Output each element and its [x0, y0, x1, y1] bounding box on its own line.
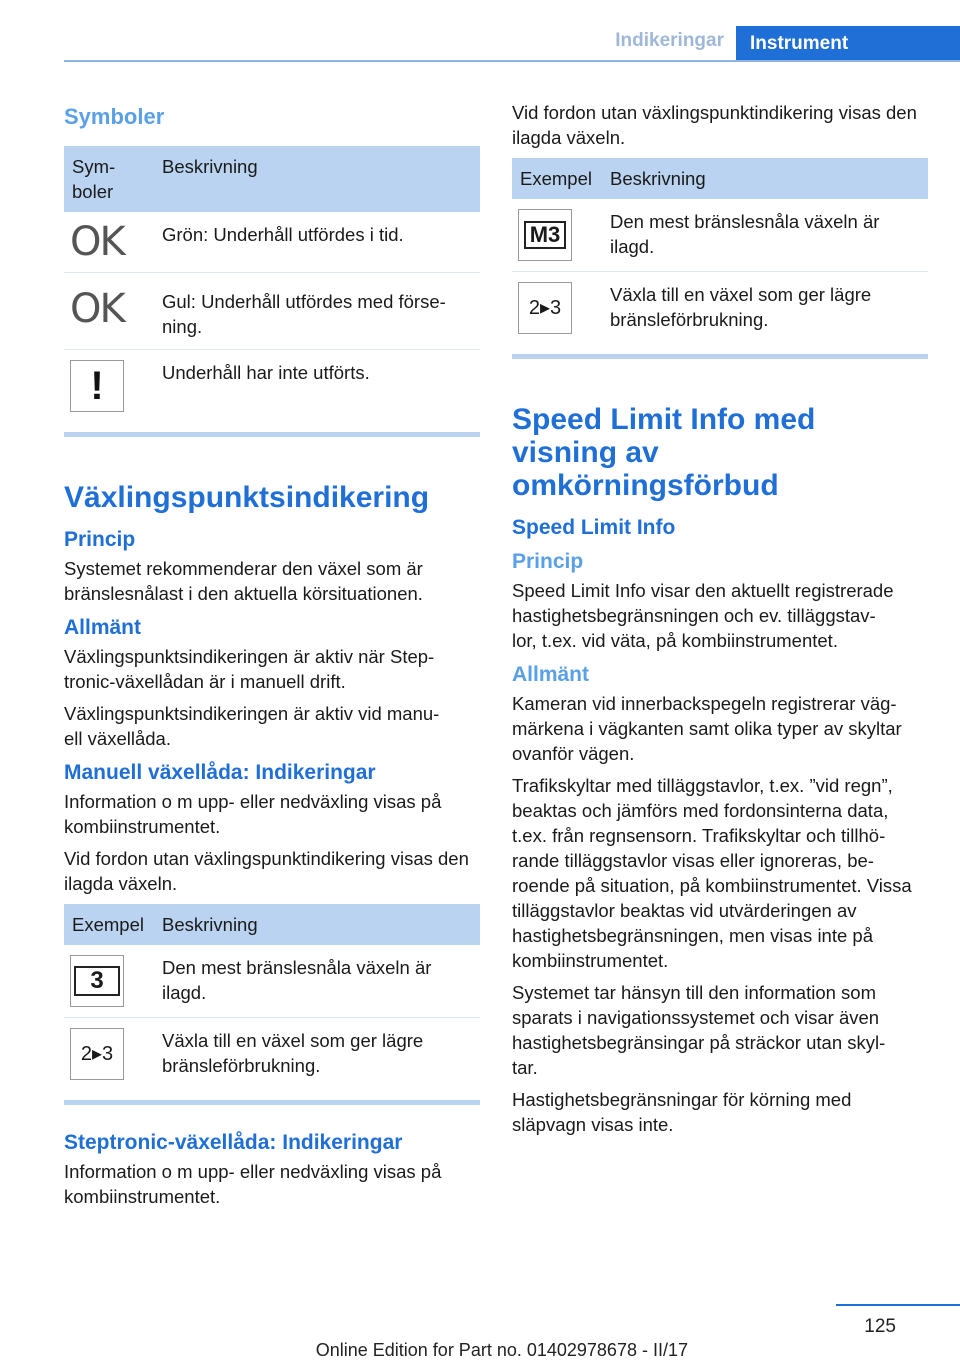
table-row	[64, 212, 480, 273]
section-label: Indikeringar	[615, 30, 724, 51]
table-row	[64, 350, 480, 423]
paragraph: Växlingspunktsindikeringen är aktiv vid manu- ell växellåda.	[64, 703, 440, 749]
row-description: Gul: Underhåll utfördes med förse- ning.	[154, 273, 480, 350]
table-row	[64, 273, 480, 350]
page-number: 125	[864, 1316, 896, 1337]
paragraph: Vid fordon utan växlingspunktindikering visas den ilagda växeln.	[64, 848, 469, 894]
table-row	[512, 272, 928, 345]
gear-m3-icon: M3	[518, 209, 572, 261]
table-header: Sym- boler	[64, 146, 154, 212]
page-header	[0, 0, 960, 62]
ok-yellow-icon: OK	[70, 286, 124, 332]
subheading-allmant: Allmänt	[512, 663, 590, 686]
paragraph: Trafikskyltar med tilläggstavlor, t.ex. ”vid regn”, beaktas och jämförs med fordonsinterna data, t.ex. från regnsensorn. Trafikskyltar och tillhö- rande tilläggstavlor visas eller ignoreras, be- roende på situation, på kombiinstrumentet. Vissa tilläggstavlor beaktas vid utvärderingen av hastighetsbegränsningen, men visas inte på kombiinstrumentet.	[512, 775, 912, 971]
chapter-tab: Instrument	[736, 26, 960, 62]
row-description: Grön: Underhåll utfördes i tid.	[154, 212, 480, 273]
table-header: Exempel	[64, 904, 154, 945]
row-description: Underhåll har inte utförts.	[162, 362, 370, 383]
paragraph: Vid fordon utan växlingspunktindikering visas den ilagda växeln.	[512, 102, 917, 148]
paragraph: Speed Limit Info visar den aktuellt registrerade hastighetsbegränsningen och ev. tilläggstav- lor, t.ex. vid väta, på kombiinstrumentet.	[512, 580, 894, 651]
row-description: Växla till en växel som ger lägre bränsleförbrukning.	[162, 1030, 424, 1076]
table-end-bar	[64, 1100, 480, 1105]
gear-table	[64, 904, 480, 1090]
gear-3-icon: 3	[70, 955, 124, 1007]
footer-rule	[836, 1304, 960, 1306]
paragraph: Hastighetsbegränsningar för körning med släpvagn visas inte.	[512, 1089, 852, 1135]
subheading-allmant: Allmänt	[64, 616, 142, 639]
subheading-sli: Speed Limit Info	[512, 516, 676, 539]
table-row	[64, 945, 480, 1018]
gear-table	[512, 158, 928, 344]
left-column	[64, 100, 480, 1216]
shift-2-to-3-icon: 2▸3	[70, 1028, 124, 1080]
table-header: Beskrivning	[154, 904, 480, 945]
subheading-manuell: Manuell växellåda: Indikeringar	[64, 761, 376, 784]
section-title: Växlingspunktsindikering	[64, 481, 430, 514]
section-title: Speed Limit Info med visning av omkörningsförbud	[512, 403, 816, 502]
row-description: Den mest bränslesnåla växeln är ilagd.	[154, 945, 480, 1018]
table-row	[64, 1018, 480, 1091]
table-end-bar	[64, 432, 480, 437]
row-description: Den mest bränslesnåla växeln är ilagd.	[602, 199, 928, 272]
paragraph: Växlingspunktsindikeringen är aktiv när Step- tronic-växellådan är i manuell drift.	[64, 646, 435, 692]
table-header: Beskrivning	[602, 158, 928, 199]
exclamation-icon: !	[70, 360, 124, 412]
subheading-steptronic: Steptronic-växellåda: Indikeringar	[64, 1131, 403, 1154]
table-row	[512, 199, 928, 272]
ok-green-icon: OK	[70, 219, 124, 265]
right-column	[512, 100, 928, 1144]
header-rule	[64, 60, 960, 62]
table-end-bar	[512, 354, 928, 359]
subheading-princip: Princip	[64, 528, 136, 551]
paragraph: Systemet rekommenderar den växel som är bränslesnålast i den aktuella körsituationen.	[64, 558, 423, 604]
paragraph: Information o m upp- eller nedväxling visas på kombiinstrumentet.	[64, 1161, 442, 1207]
paragraph: Kameran vid innerbackspegeln registrerar väg- märkena i vägkanten samt olika typer av skyltar ovanför vägen.	[512, 693, 902, 764]
edition-text: Online Edition for Part no. 01402978678 - II/17	[315, 1340, 688, 1360]
paragraph: Systemet tar hänsyn till den information som sparats i navigationssystemet och visar även hastighetsbegränsingar på sträckor utan skyl- tar.	[512, 982, 886, 1078]
subheading-princip: Princip	[512, 550, 584, 573]
paragraph: Information o m upp- eller nedväxling visas på kombiinstrumentet.	[64, 791, 442, 837]
symbols-heading: Symboler	[64, 104, 165, 129]
table-header: Exempel	[512, 158, 602, 199]
shift-2-to-3-icon: 2▸3	[518, 282, 572, 334]
symbols-table	[64, 146, 480, 422]
row-description: Växla till en växel som ger lägre bränsleförbrukning.	[610, 284, 872, 330]
table-header: Beskrivning	[154, 146, 480, 212]
